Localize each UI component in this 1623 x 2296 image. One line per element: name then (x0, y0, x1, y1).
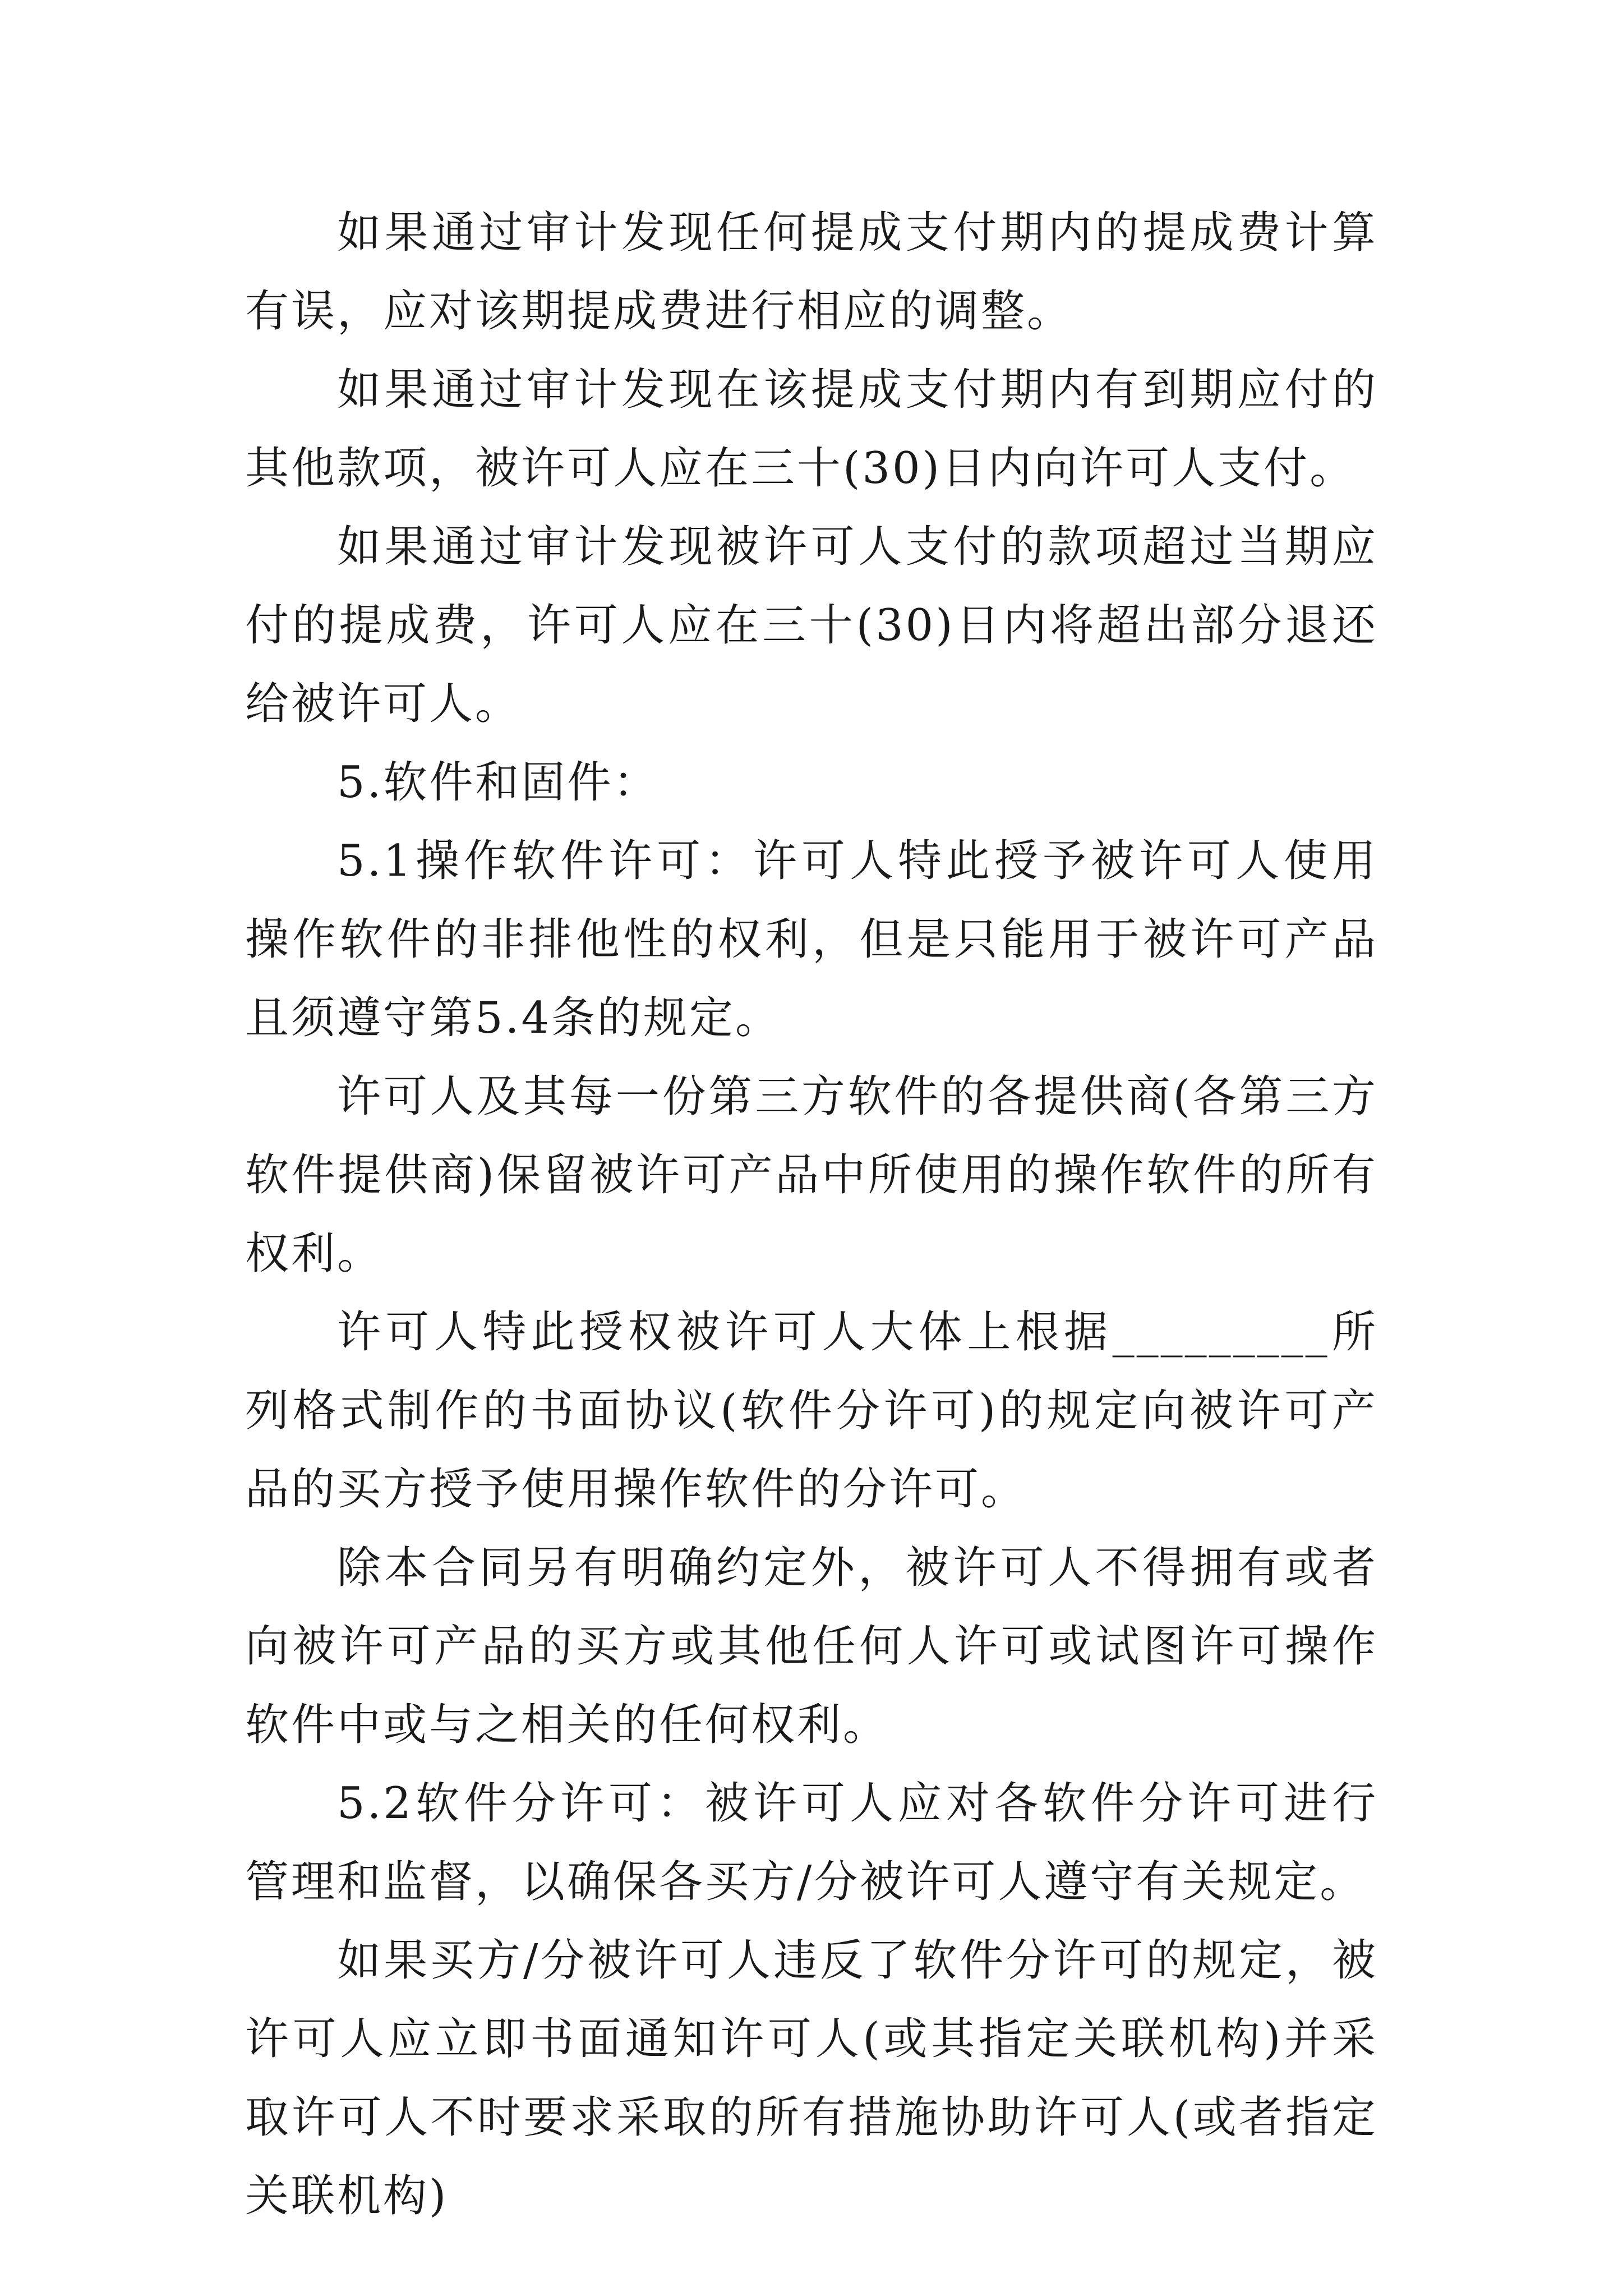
paragraph-restriction: 除本合同另有明确约定外，被许可人不得拥有或者向被许可产品的买方或其他任何人许可或试图许可操作软件中或与之相关的任何权利。 (245, 1543, 1378, 1750)
paragraph-audit-adjustment: 如果通过审计发现任何提成支付期内的提成费计算有误，应对该期提成费进行相应的调整。 (245, 208, 1378, 337)
paragraph-operating-software-license: 5.1操作软件许可：许可人特此授予被许可人使用操作软件的非排他性的权利，但是只能用于被许可产品且须遵守第5.4条的规定。 (245, 836, 1378, 1043)
document-body (245, 194, 1378, 2235)
paragraph-third-party-rights: 许可人及其每一份第三方软件的各提供商(各第三方软件提供商)保留被许可产品中所使用的操作软件的所有权利。 (245, 1071, 1378, 1279)
paragraph-breach-notice: 如果买方/分被许可人违反了软件分许可的规定，被许可人应立即书面通知许可人(或其指定关联机构)并采取许可人不时要求采取的所有措施协助许可人(或者指定关联机构) (245, 1935, 1378, 2221)
section-heading-software-firmware: 5.软件和固件： (337, 757, 660, 808)
paragraph-audit-other-payments: 如果通过审计发现在该提成支付期内有到期应付的其他款项，被许可人应在三十(30)日内向许可人支付。 (245, 365, 1378, 494)
paragraph-audit-overpayment-refund: 如果通过审计发现被许可人支付的款项超过当期应付的提成费，许可人应在三十(30)日内将超出部分退还给被许可人。 (245, 522, 1378, 729)
paragraph-sublicense-grant: 许可人特此授权被许可人大体上根据_________所列格式制作的书面协议(软件分许可)的规定向被许可产品的买方授予使用操作软件的分许可。 (245, 1307, 1378, 1515)
paragraph-software-sublicense-management: 5.2软件分许可：被许可人应对各软件分许可进行管理和监督，以确保各买方/分被许可人遵守有关规定。 (245, 1778, 1378, 1907)
